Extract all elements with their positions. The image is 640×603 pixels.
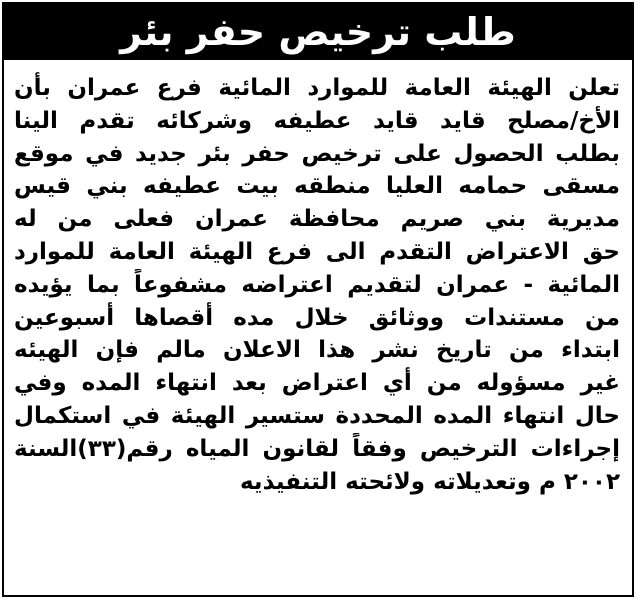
body-line: ابتداء من تاريخ نشر هذا الاعلان مالم فإن الهيئه [14, 337, 620, 364]
body-line: حق الاعتراض التقدم الى فرع الهيئة العامة للموارد [14, 238, 620, 265]
body-line: إجراءات الترخيص وفقاً لقانون المياه رقم(٣٣)السنة [14, 435, 620, 462]
body-line: من مستندات ووثائق خلال مده أقصاها أسبوعين [14, 304, 620, 331]
body-line: المائية - عمران لتقديم اعتراضه مشفوعاً بما يؤيده [14, 271, 620, 298]
body-line: حال انتهاء المده المحددة ستسير الهيئة في استكمال [14, 402, 620, 429]
notice-body [14, 72, 620, 498]
notice-box [2, 2, 634, 597]
body-line: الأخ/مصلح قايد قايد عطيفه وشركائه تقدم الينا [14, 107, 620, 134]
body-line: بطلب الحصول على ترخيص حفر بئر جديد في موقع [14, 140, 620, 167]
body-line: مديرية بني صريم محافظة عمران فعلى من له [14, 206, 620, 233]
body-line-last: ٢٠٠٢ م وتعديلاته ولائحته التنفيذيه [239, 468, 620, 495]
notice-title: طلب ترخيص حفر بئر [120, 10, 516, 54]
title-bar [4, 4, 632, 60]
body-line: تعلن الهيئة العامة للموارد المائية فرع عمران بأن [14, 75, 620, 101]
body-line: غير مسؤوله من أي اعتراض بعد انتهاء المده وفي [14, 370, 620, 397]
body-line: مسقى حمامه العليا منطقه بيت عطيفه بني قيس [14, 173, 620, 200]
